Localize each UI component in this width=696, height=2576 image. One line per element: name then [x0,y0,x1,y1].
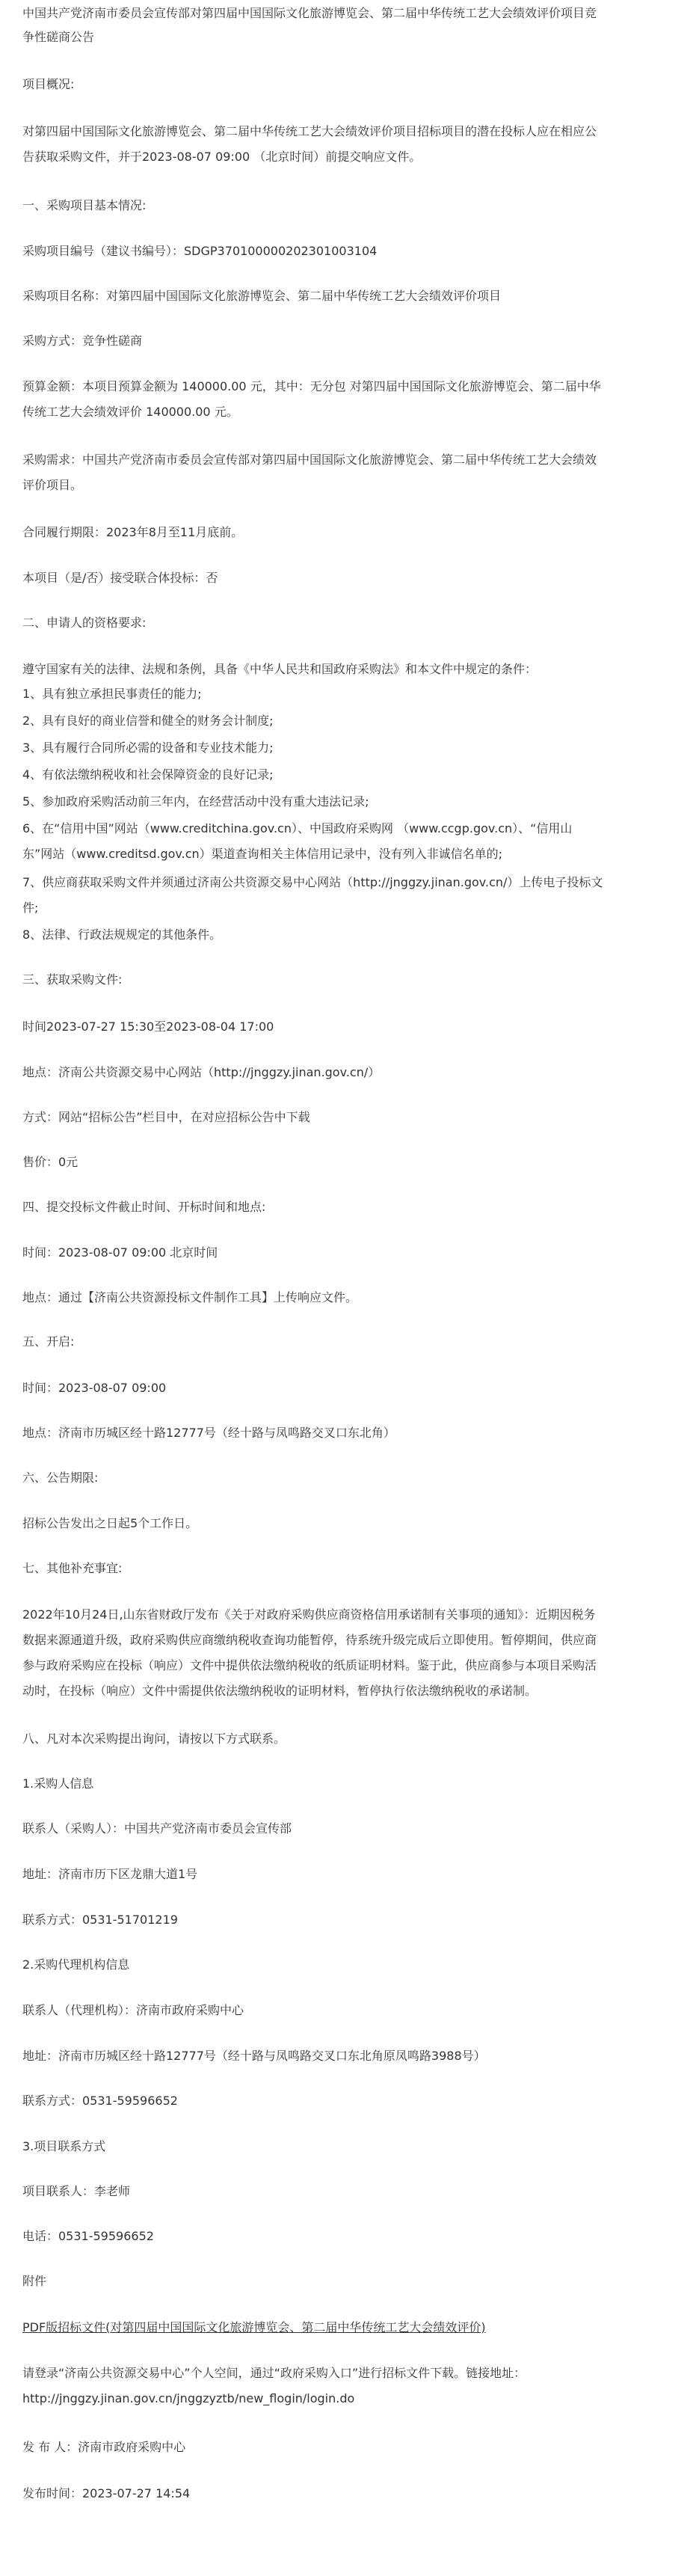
section-7-heading: 七、其他补充事宜: [22,1561,123,1575]
qualification-intro: 遵守国家有关的法律、法规和条例，具备《中华人民共和国政府采购法》和本文件中规定的条件： [22,662,538,676]
section-3-heading: 三、获取采购文件: [22,972,123,987]
qualification-item: 3、具有履行合同所必需的设备和专业技术能力; [22,740,274,755]
section-1-heading: 一、采购项目基本情况: [22,198,147,212]
obtain-time: 时间2023-07-27 15:30至2023-08-04 17:00 [22,1019,274,1034]
qualification-item: 2、具有良好的商业信誉和健全的财务会计制度; [22,714,274,728]
project-contact-person: 项目联系人：李老师 [22,2184,131,2198]
supplementary-line-2: 数据来源通道升级，政府采购供应商缴纳税收查询功能暂停，待系统升级完成后立即使用。暂停期间，供应商 [22,1633,597,1647]
supplementary-line-4: 动时，在投标（响应）文件中需提供依法缴纳税收的证明材料，暂停执行依法缴纳税收的承诺制。 [22,1684,538,1698]
overview-text-line-2: 告获取采购文件，并于2023-08-07 09:00 （北京时间）前提交响应文件。 [22,150,422,164]
supplementary-line-1: 2022年10月24日,山东省财政厅发布《关于对政府采购供应商资格信用承诺制有关事项的通知》：近期因税务 [22,1607,596,1622]
purchaser-phone: 联系方式：0531-51701219 [22,1913,178,1927]
document-price: 售价：0元 [22,1155,78,1169]
login-url-row [22,2385,680,2412]
login-url-link[interactable]: http://jnggzy.jinan.gov.cn/jnggzyztb/new_flogin/login.do [22,2391,355,2405]
qualification-item: 1、具有独立承担民事责任的能力; [22,687,202,701]
announcement-title-line-2: 争性磋商公告 [22,30,95,44]
section-5-heading: 五、开启: [22,1334,75,1349]
section-4-heading: 四、提交投标文件截止时间、开标时间和地点: [22,1200,266,1214]
project-contact-title: 3.项目联系方式 [22,2139,106,2153]
submission-place: 地点：通过【济南公共资源投标文件制作工具】上传响应文件。 [22,1290,358,1304]
qualification-item: 件; [22,901,39,915]
publish-time: 发布时间：2023-07-27 14:54 [22,2486,191,2500]
deadline-time: 时间：2023-08-07 09:00 北京时间 [22,1245,218,1260]
purchaser-address: 地址：济南市历下区龙鼎大道1号 [22,1867,198,1881]
publisher: 发 布 人：济南市政府采购中心 [22,2440,186,2454]
qualification-item: 7、供应商获取采购文件并须通过济南公共资源交易中心网站（http://jnggzy.jinan.gov.cn/）上传电子投标文 [22,875,603,889]
overview-heading: 项目概况: [22,77,75,91]
qualification-item: 5、参加政府采购活动前三年内，在经营活动中没有重大违法记录; [22,794,369,809]
obtain-way: 方式：网站“招标公告”栏目中，在对应招标公告中下载 [22,1110,310,1124]
pdf-download-row [22,2314,680,2341]
agency-info-title: 2.采购代理机构信息 [22,1957,130,1972]
demand-line-1: 采购需求：中国共产党济南市委员会宣传部对第四届中国国际文化旅游博览会、第二届中华传统工艺大会绩效 [22,453,597,467]
agency-phone: 联系方式：0531-59596652 [22,2094,178,2108]
section-6-heading: 六、公告期限: [22,1471,99,1485]
project-name: 采购项目名称：对第四届中国国际文化旅游博览会、第二届中华传统工艺大会绩效评价项目 [22,289,502,303]
agency-contact: 联系人（代理机构）：济南市政府采购中心 [22,2003,244,2017]
qualification-item: 6、在“信用中国”网站（www.creditchina.gov.cn）、中国政府采购网 （www.ccgp.gov.cn）、“信用山 [22,821,573,835]
notice-period: 招标公告发出之日起5个工作日。 [22,1516,198,1530]
section-8-heading: 八、凡对本次采购提出询问，请按以下方式联系。 [22,1732,286,1746]
procurement-method: 采购方式：竞争性磋商 [22,334,143,348]
demand-line-2: 评价项目。 [22,478,83,492]
announcement-title-line-1: 中国共产党济南市委员会宣传部对第四届中国国际文化旅游博览会、第二届中华传统工艺大会绩效评价项目竞 [22,6,597,20]
consortium-note: 本项目（是/否）接受联合体投标：否 [22,571,218,585]
project-number: 采购项目编号（建议书编号）：SDGP370100000202301003104 [22,244,378,258]
opening-place: 地点：济南市历城区经十路12777号（经十路与凤鸣路交叉口东北角） [22,1426,395,1440]
project-contact-phone: 电话：0531-59596652 [22,2229,154,2243]
supplementary-line-3: 参与政府采购应在投标（响应）文件中提供依法缴纳税收的纸质证明材料。鉴于此，供应商参与本项目采购活 [22,1658,597,1672]
pdf-download-link[interactable]: PDF版招标文件(对第四届中国国际文化旅游博览会、第二届中华传统工艺大会绩效评价) [22,2320,486,2334]
qualification-item: 8、法律、行政法规规定的其他条件。 [22,927,222,942]
login-instruction: 请登录“济南公共资源交易中心”个人空间，通过“政府采购入口”进行招标文件下载。链接地址： [22,2366,526,2380]
obtain-place: 地点：济南公共资源交易中心网站（http://jnggzy.jinan.gov.cn/） [22,1065,381,1079]
budget-line-1: 预算金额：本项目预算金额为 140000.00 元，其中：无分包 对第四届中国国际文化旅游博览会、第二届中华 [22,379,601,393]
opening-time: 时间：2023-08-07 09:00 [22,1381,167,1395]
agency-address: 地址：济南市历城区经十路12777号（经十路与凤鸣路交叉口东北角原凤鸣路3988号） [22,2049,486,2063]
contract-period: 合同履行期限：2023年8月至11月底前。 [22,525,244,539]
purchaser-contact: 联系人（采购人）：中国共产党济南市委员会宣传部 [22,1821,292,1836]
overview-text-line-1: 对第四届中国国际文化旅游博览会、第二届中华传统工艺大会绩效评价项目招标项目的潜在投标人应在相应公 [22,124,597,138]
purchaser-info-title: 1.采购人信息 [22,1776,94,1791]
section-2-heading: 二、申请人的资格要求: [22,616,147,630]
budget-line-2: 传统工艺大会绩效评价 140000.00 元。 [22,405,238,419]
attachment-label: 附件 [22,2274,47,2288]
qualification-item: 东”网站（www.creditsd.gov.cn）渠道查询相关主体信用记录中，没有列入非诚信名单的; [22,847,503,861]
qualification-item: 4、有依法缴纳税收和社会保障资金的良好记录; [22,767,274,782]
